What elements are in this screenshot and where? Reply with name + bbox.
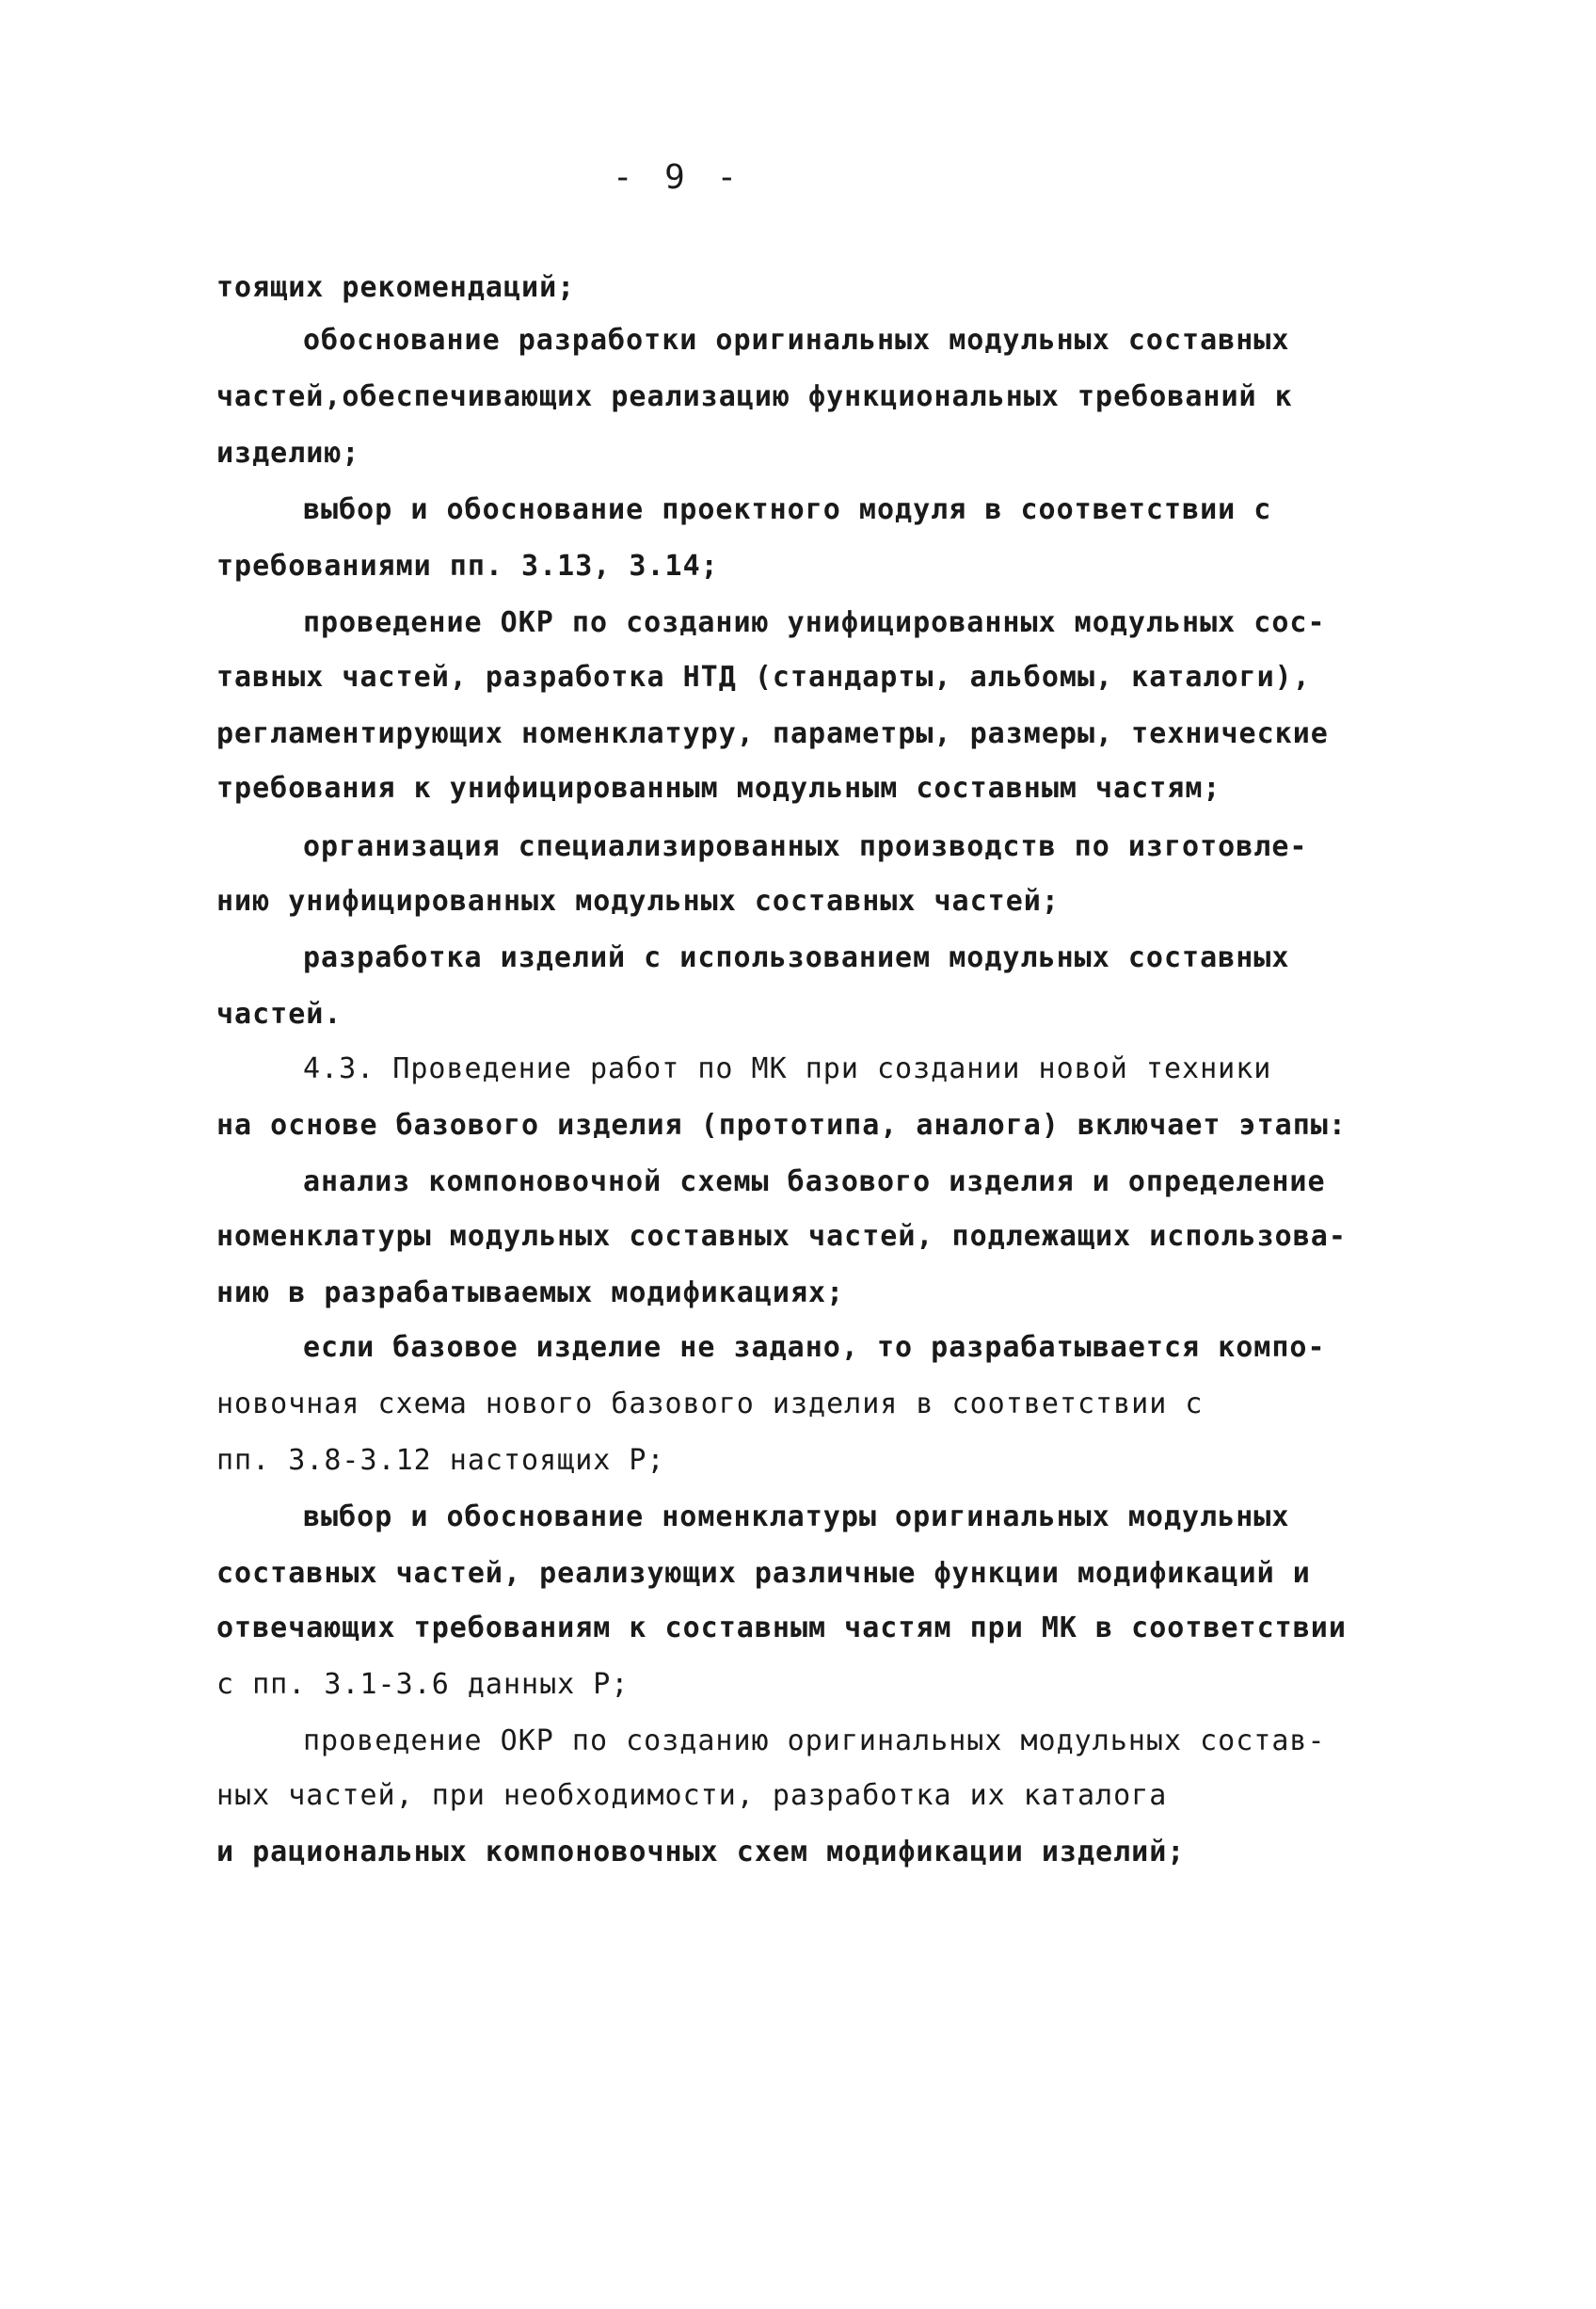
text-line: нию унифицированных модульных составных частей; [216,885,1060,918]
text-line: анализ компоновочной схемы базового изделия и определение [303,1165,1326,1198]
page-number: - 9 - [612,158,743,197]
text-line: регламентирующих номенклатуру, параметры, размеры, технические [216,717,1329,750]
text-line: составных частей, реализующих различные функции модификаций и [216,1557,1311,1590]
text-line: проведение ОКР по созданию унифицированных модульных сос- [303,606,1326,639]
text-line: организация специализированных производств по изготовле- [303,830,1308,863]
text-line: тавных частей, разработка НТД (стандарты, альбомы, каталоги), [216,661,1311,694]
text-line: нию в разрабатываемых модификациях; [216,1276,845,1309]
text-line: тоящих рекомендаций; [216,271,576,304]
text-line: 4.3. Проведение работ по МК при создании новой техники [303,1052,1272,1085]
text-line: разработка изделий с использованием модульных составных [303,941,1290,974]
text-line: выбор и обоснование проектного модуля в соответствии с [303,493,1272,526]
text-line: изделию; [216,437,360,470]
text-line: на основе базового изделия (прототипа, аналога) включает этапы: [216,1109,1347,1142]
text-line: частей,обеспечивающих реализацию функциональных требований к [216,380,1293,413]
text-line: обоснование разработки оригинальных модульных составных [303,324,1290,357]
text-line: новочная схема нового базового изделия в соответствии с [216,1387,1204,1420]
text-line: выбор и обоснование номенклатуры оригинальных модульных [303,1500,1290,1533]
text-line: пп. 3.8-3.12 настоящих Р; [216,1444,665,1477]
text-line: проведение ОКР по созданию оригинальных модульных состав- [303,1724,1326,1757]
text-line: если базовое изделие не задано, то разрабатывается компо- [303,1331,1326,1364]
text-line: частей. [216,998,343,1031]
text-line: номенклатуры модульных составных частей, подлежащих использова- [216,1220,1347,1253]
text-line: ных частей, при необходимости, разработка их каталога [216,1779,1168,1812]
text-line: с пп. 3.1-3.6 данных Р; [216,1668,630,1701]
text-line: требованиями пп. 3.13, 3.14; [216,550,719,583]
text-line: требования к унифицированным модульным составным частям; [216,772,1221,805]
text-line: и рациональных компоновочных схем модификации изделий; [216,1836,1186,1868]
text-line: отвечающих требованиям к составным частям при МК в соответствии [216,1611,1347,1644]
